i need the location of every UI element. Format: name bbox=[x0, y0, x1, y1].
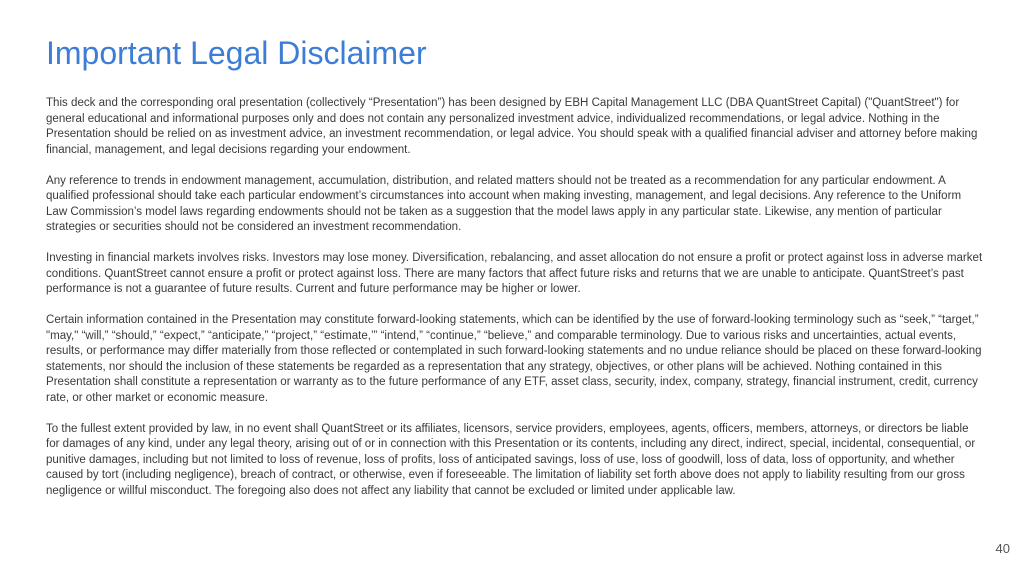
page-title: Important Legal Disclaimer bbox=[46, 35, 427, 71]
page-number: 40 bbox=[995, 541, 1010, 556]
disclaimer-paragraph-purpose: This deck and the corresponding oral presentation (collectively “Presentation”) has been designed by EBH Capital Management LLC (DBA QuantStreet Capital) ("QuantStreet") for general educational and informational purposes only and does not contain any personalized investment advice, individualized recommendations, or legal advice. Nothing in the Presentation should be relied on as investment advice, an investment recommendation, or legal advice. You should speak with a qualified financial adviser and attorney before making financial, management, and legal decisions regarding your endowment. bbox=[46, 97, 978, 156]
disclaimer-paragraph-forward-looking: Certain information contained in the Presentation may constitute forward-looking statements, which can be identified by the use of forward-looking terminology such as “seek,” “target,” "may," “will,” “should,” “expect,” “anticipate,” “project,” “estimate,’” “intend,” “continue,” “believe,” and comparable terminology. Due to various risks and uncertainties, actual events, results, or performance may differ materially from those reflected or contemplated in such forward-looking statements and no undue reliance should be placed on these forward-looking statements, nor should the inclusion of these statements be regarded as a representation that any strategy, objectives, or other plans will be achieved. Nothing contained in this Presentation shall constitute a representation or warranty as to the future performance of any ETF, asset class, security, index, company, strategy, financial instrument, credit, currency rate, or other market or economic measure. bbox=[46, 314, 982, 404]
disclaimer-paragraph-risks: Investing in financial markets involves risks. Investors may lose money. Diversification, rebalancing, and asset allocation do not ensure a profit or protect against loss in adverse market conditions. QuantStreet cannot ensure a profit or protect against loss. There are many factors that affect future risks and returns that we are unable to anticipate. QuantStreet’s past performance is not a guarantee of future results. Current and future performance may be higher or lower. bbox=[46, 252, 983, 295]
disclaimer-body bbox=[46, 96, 984, 499]
disclaimer-paragraph-trends: Any reference to trends in endowment management, accumulation, distribution, and related matters should not be treated as a recommendation for any particular endowment. A qualified professional should take each particular endowment’s circumstances into account when making investing, management, and legal decisions. Any reference to the Uniform Law Commission’s model laws regarding endowments should not be taken as a suggestion that the model laws apply in any particular state. Likewise, any mention of particular strategies or securities should not be considered an investment recommendation. bbox=[46, 174, 962, 233]
disclaimer-paragraph-liability: To the fullest extent provided by law, in no event shall QuantStreet or its affiliates, licensors, service providers, employees, agents, officers, members, attorneys, or directors be liable for damages of any kind, under any legal theory, arising out of or in connection with this Presentation or its contents, including any direct, indirect, special, incidental, consequential, or punitive damages, including but not limited to loss of revenue, loss of profits, loss of anticipated savings, loss of use, loss of goodwill, loss of data, loss of opportunity, and whether caused by tort (including negligence), breach of contract, or otherwise, even if foreseeable. The limitation of liability set forth above does not apply to liability resulting from our gross negligence or willful misconduct. The foregoing also does not affect any liability that cannot be excluded or limited under applicable law. bbox=[46, 422, 976, 497]
